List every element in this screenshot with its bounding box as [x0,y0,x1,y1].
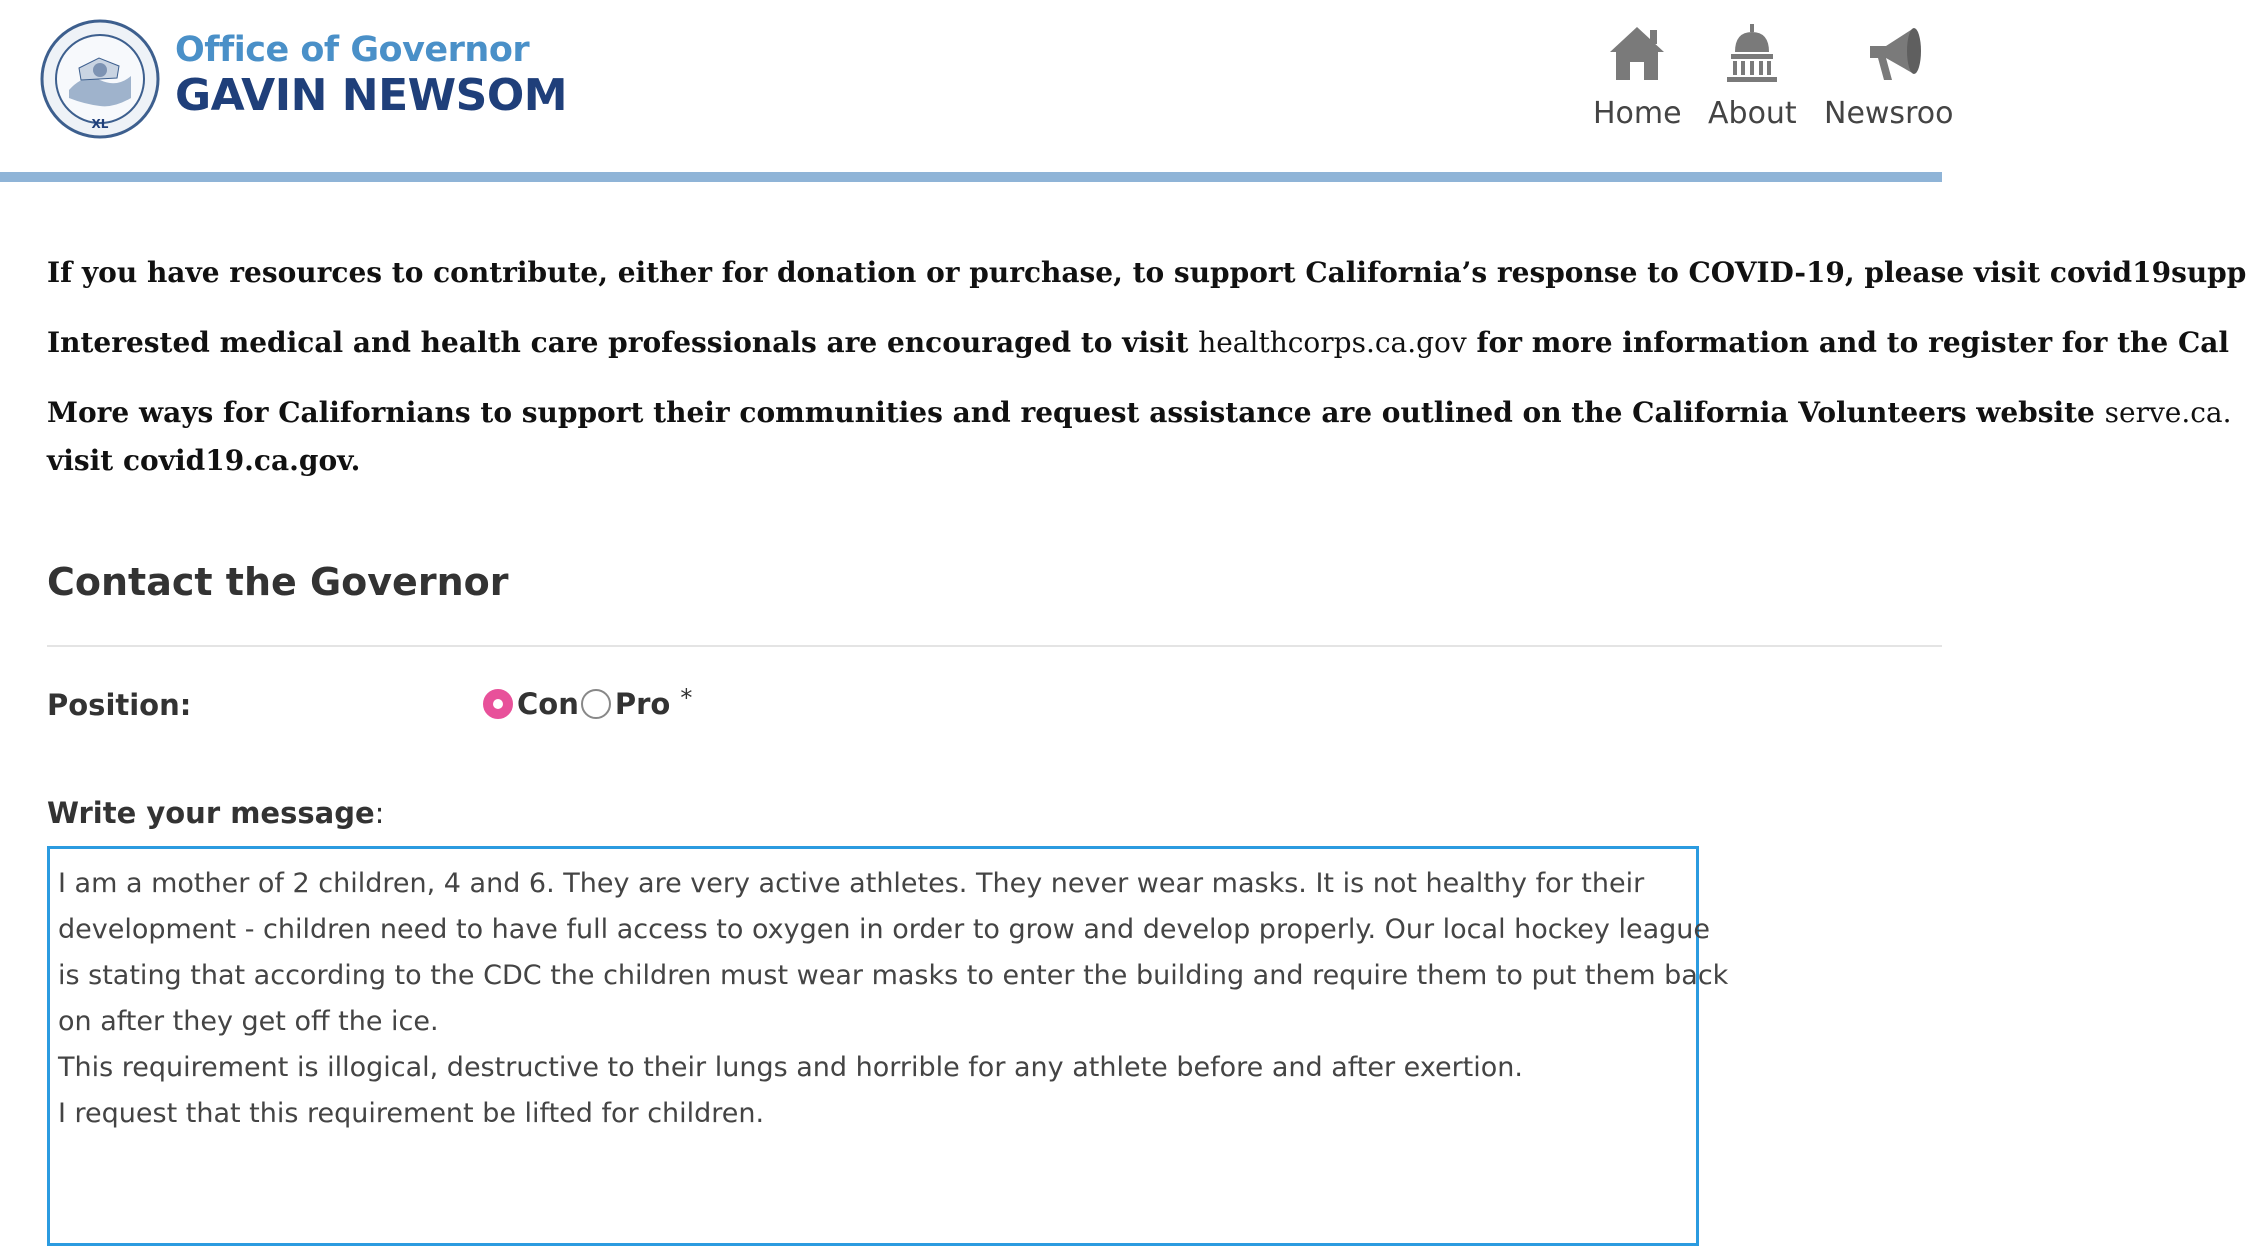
site-header [0,0,1954,172]
megaphone-icon [1864,22,1926,84]
capitol-icon [1721,22,1783,84]
message-label-text: Write your message [47,796,375,830]
nav-home-label: Home [1593,96,1682,131]
notice-healthcorps [47,326,2229,359]
radio-pro-label[interactable]: Pro [614,687,671,721]
logo-office-text[interactable]: Office of Governor [175,30,530,70]
logo-governor-name[interactable]: GAVIN NEWSOM [175,70,568,121]
notice-resources [47,256,2246,289]
contact-title: Contact the Governor [47,560,509,604]
state-seal-icon[interactable] [39,18,161,140]
message-line: This requirement is illogical, destructive to their lungs and horrible for any athlete before and after exertion. [58,1052,1523,1083]
notice-volunteers-text: More ways for Californians to support their communities and request assistance are outlined on the California Volunteers website [47,396,2105,429]
message-textarea[interactable] [47,846,1729,1246]
message-line: is stating that according to the CDC the children must wear masks to enter the building and require them to put them back [58,960,1729,991]
notice-healthcorps-text: Interested medical and health care professionals are encouraged to visit [47,326,1199,359]
healthcorps-link[interactable]: healthcorps.ca.gov [1198,326,1467,359]
message-line: I request that this requirement be lifted for children. [58,1098,765,1129]
position-label: Position: [47,688,192,722]
required-marker: * [680,684,693,712]
notice-resources-text: If you have resources to contribute, either for donation or purchase, to support California’s response to COVID-19, please visit covid19supp [47,256,2246,289]
covid19-link[interactable]: covid19.ca.gov [123,444,351,477]
message-line: I am a mother of 2 children, 4 and 6. They are very active athletes. They never wear masks. It is not healthy for their [58,868,1645,899]
message-label-colon: : [374,796,385,830]
header-divider-bar [0,172,1942,182]
radio-con[interactable] [483,689,513,719]
notice-covid-site [47,444,360,477]
position-radio-group [483,684,692,724]
radio-pro[interactable] [581,689,611,719]
message-line: on after they get off the ice. [58,1006,439,1037]
notice-covid-suffix: . [350,444,361,477]
nav-home[interactable] [1593,22,1682,131]
radio-con-label[interactable]: Con [517,687,579,721]
notice-volunteers [47,396,2232,429]
section-divider [47,645,1942,647]
nav-newsroom[interactable] [1824,22,1953,131]
home-icon [1606,22,1668,84]
notice-covid-prefix: visit [47,444,123,477]
serve-link[interactable]: serve.ca. [2104,396,2232,429]
nav-about[interactable] [1708,22,1797,131]
nav-about-label: About [1708,96,1797,131]
nav-newsroom-label: Newsroo [1824,96,1954,131]
notice-healthcorps-suffix: for more information and to register for the Cal [1466,326,2230,359]
svg-text:XL: XL [91,117,109,131]
message-line: development - children need to have full access to oxygen in order to grow and develop properly. Our local hockey league [58,914,1710,945]
message-label [47,796,384,830]
